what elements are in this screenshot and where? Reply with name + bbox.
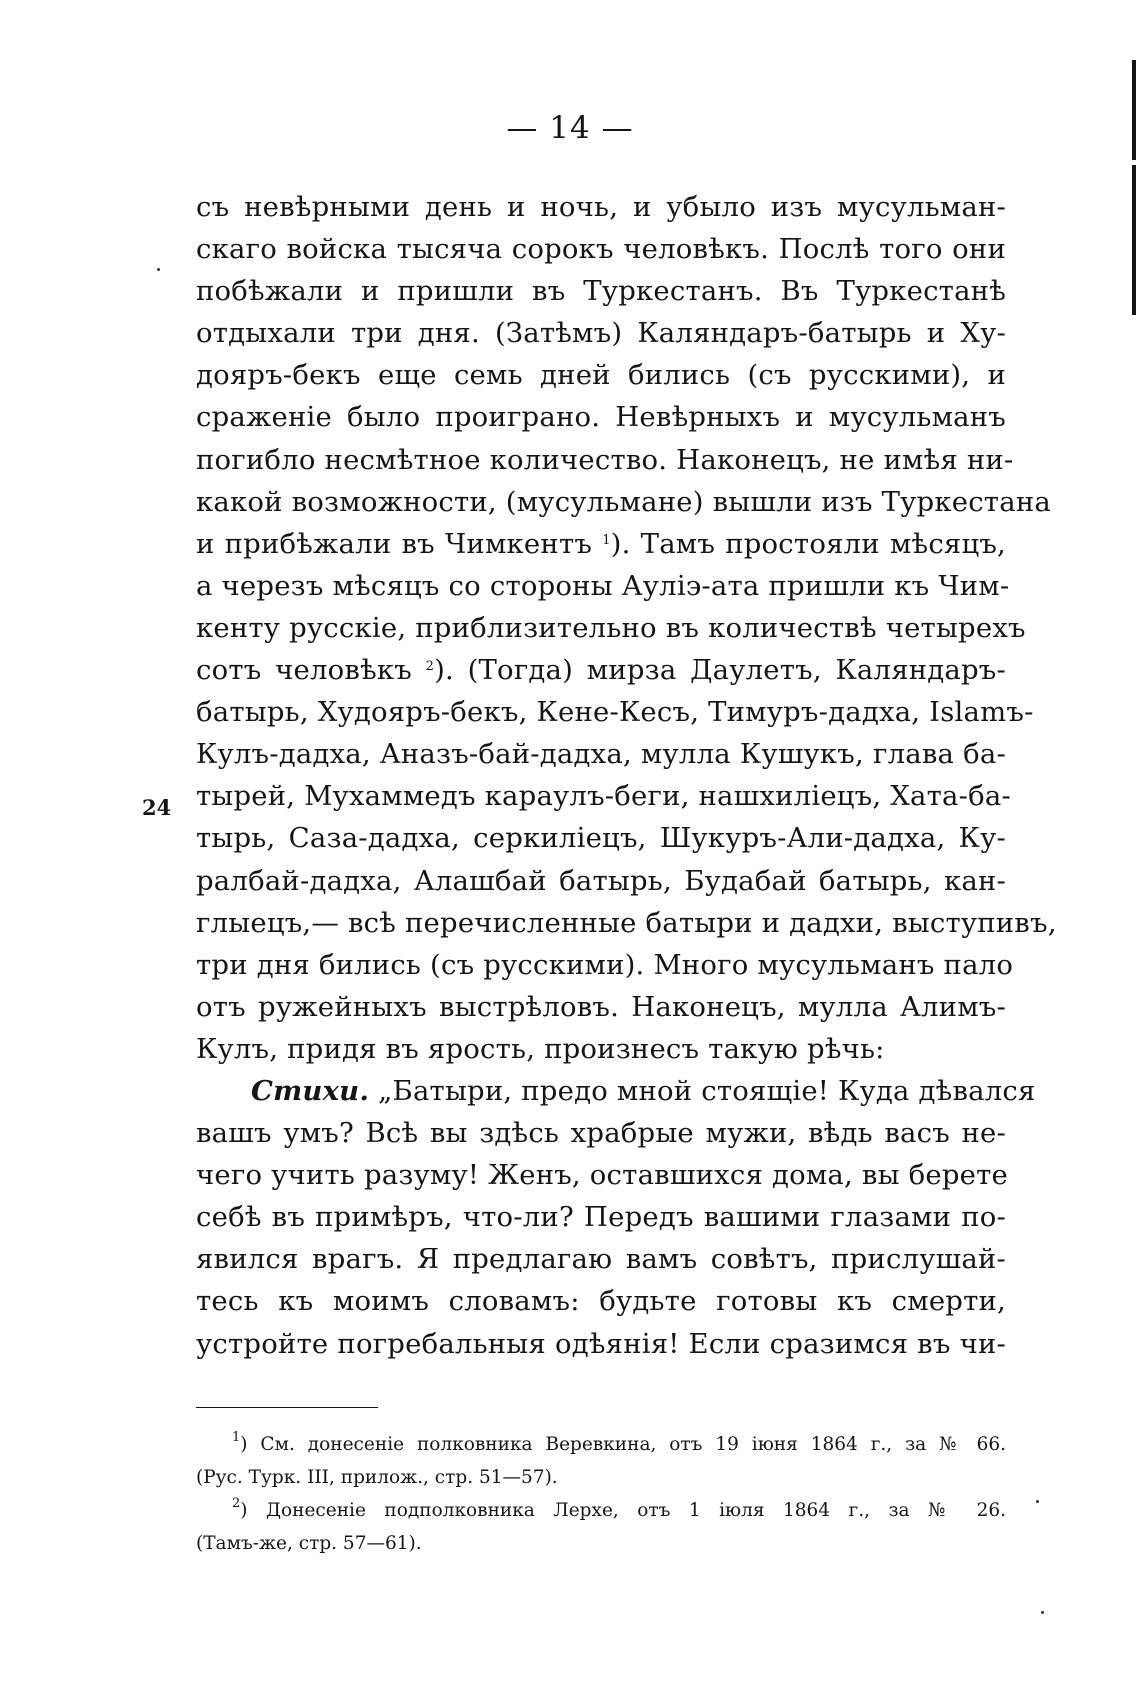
text-line: побѣжали и пришли въ Туркестанъ. Въ Туркестанѣ: [196, 275, 1006, 308]
margin-number: 24: [142, 795, 172, 820]
footnote-divider: [196, 1407, 378, 1408]
text-line: отъ ружейныхъ выстрѣловъ. Наконецъ, мулла Алимъ-: [196, 990, 1006, 1023]
footnotes: [196, 1428, 1006, 1560]
scan-edge-mark: [1132, 165, 1136, 315]
text-line: а черезъ мѣсяцъ со стороны Ауліэ-ата пришли къ Чим-: [196, 569, 1010, 602]
body-text: [196, 186, 1057, 1365]
footnote-ref-1: 1: [602, 532, 611, 548]
scan-speck: [157, 268, 160, 271]
footnote-2: [196, 1494, 1006, 1527]
text-line: чего учить разуму! Женъ, оставшихся дома, вы берете: [196, 1159, 1009, 1192]
text-line: погибло несмѣтное количество. Наконецъ, не имѣя ни-: [196, 443, 1014, 476]
text-line: [196, 649, 1006, 691]
verse-label: Стихи.: [251, 1074, 370, 1107]
text-line: явился врагъ. Я предлагаю вамъ совѣтъ, прислушай-: [196, 1243, 1006, 1276]
text-line: [196, 523, 1006, 565]
text-line: вашъ умъ? Всѣ вы здѣсь храбрые мужи, вѣдь васъ не-: [196, 1117, 1006, 1150]
text-line: тырь, Саза-дадха, серкиліецъ, Шукуръ-Али-дадха, Ку-: [196, 822, 1006, 855]
footnote-1: [196, 1428, 1006, 1461]
text-line: [196, 1070, 1036, 1112]
text-line: устройте погребальныя одѣянія! Если сразимся въ чи-: [196, 1327, 1006, 1360]
text-line: какой возможности, (мусульмане) вышли изъ Туркестана: [196, 485, 1051, 518]
footnote-2-continued: (Тамъ-же, стр. 57—61).: [196, 1533, 422, 1554]
text-line: кенту русскіе, приблизительно въ количествѣ четырехъ: [196, 611, 1026, 644]
footnote-ref-2: 2: [425, 659, 435, 675]
text-segment: „Батыри, предо мной стоящіе! Куда дѣвался: [369, 1074, 1036, 1107]
text-line: глыецъ,— всѣ перечисленные батыри и дадхи, выступивъ,: [196, 906, 1057, 939]
footnote-1-continued: (Рус. Турк. III, прилож., стр. 51—57).: [196, 1467, 558, 1488]
text-line: тесь къ моимъ словамъ: будьте готовы къ смерти,: [196, 1285, 1006, 1318]
text-line: сраженіе было проиграно. Невѣрныхъ и мусульманъ: [196, 401, 1006, 434]
text-segment: сотъ человѣкъ: [196, 654, 426, 687]
footnote-text: ) Донесеніе подполковника Лерхе, отъ 1 іюля 1864 г., за № 26.: [240, 1500, 1006, 1521]
footnote-marker: 2: [232, 1496, 241, 1511]
text-segment: ). (Тогда) мирза Даулетъ, Каляндаръ-: [434, 654, 1006, 687]
text-line: дояръ-бекъ еще семь дней бились (съ русскими), и: [196, 359, 1006, 392]
scan-speck: [1036, 1500, 1039, 1503]
text-line: батырь, Худояръ-бекъ, Кене-Кесъ, Тимуръ-дадха, Islamъ-: [196, 696, 1034, 729]
text-line: тырей, Мухаммедъ караулъ-беги, нашхиліецъ, Хата-ба-: [196, 780, 1011, 813]
footnote-marker: 1: [232, 1430, 241, 1445]
text-line: себѣ въ примѣръ, что-ли? Передъ вашими глазами по-: [196, 1201, 1006, 1234]
text-line: три дня бились (съ русскими). Много мусульманъ пало: [196, 948, 1014, 981]
text-segment: и прибѣжали въ Чимкентъ: [196, 527, 603, 560]
text-line: ралбай-дадха, Алашбай батырь, Будабай батырь, кан-: [196, 864, 1006, 897]
footnote-text: ) См. донесеніе полковника Веревкина, отъ 19 іюня 1864 г., за № 66.: [240, 1434, 1006, 1455]
text-segment: ). Тамъ простояли мѣсяцъ,: [610, 527, 1006, 560]
text-line: Кулъ, придя въ ярость, произнесъ такую рѣчь:: [196, 1032, 885, 1065]
scan-edge-mark: [1132, 60, 1136, 160]
text-line: отдыхали три дня. (Затѣмъ) Каляндаръ-батырь и Ху-: [196, 317, 1006, 350]
text-line: Кулъ-дадха, Аназъ-бай-дадха, мулла Кушукъ, глава ба-: [196, 738, 1006, 771]
text-line: скаго войска тысяча сорокъ человѣкъ. Послѣ того они: [196, 233, 1006, 266]
text-line: съ невѣрными день и ночь, и убыло изъ мусульман-: [196, 191, 1006, 223]
page-number: — 14 —: [506, 110, 634, 146]
scan-speck: [1041, 1611, 1044, 1614]
